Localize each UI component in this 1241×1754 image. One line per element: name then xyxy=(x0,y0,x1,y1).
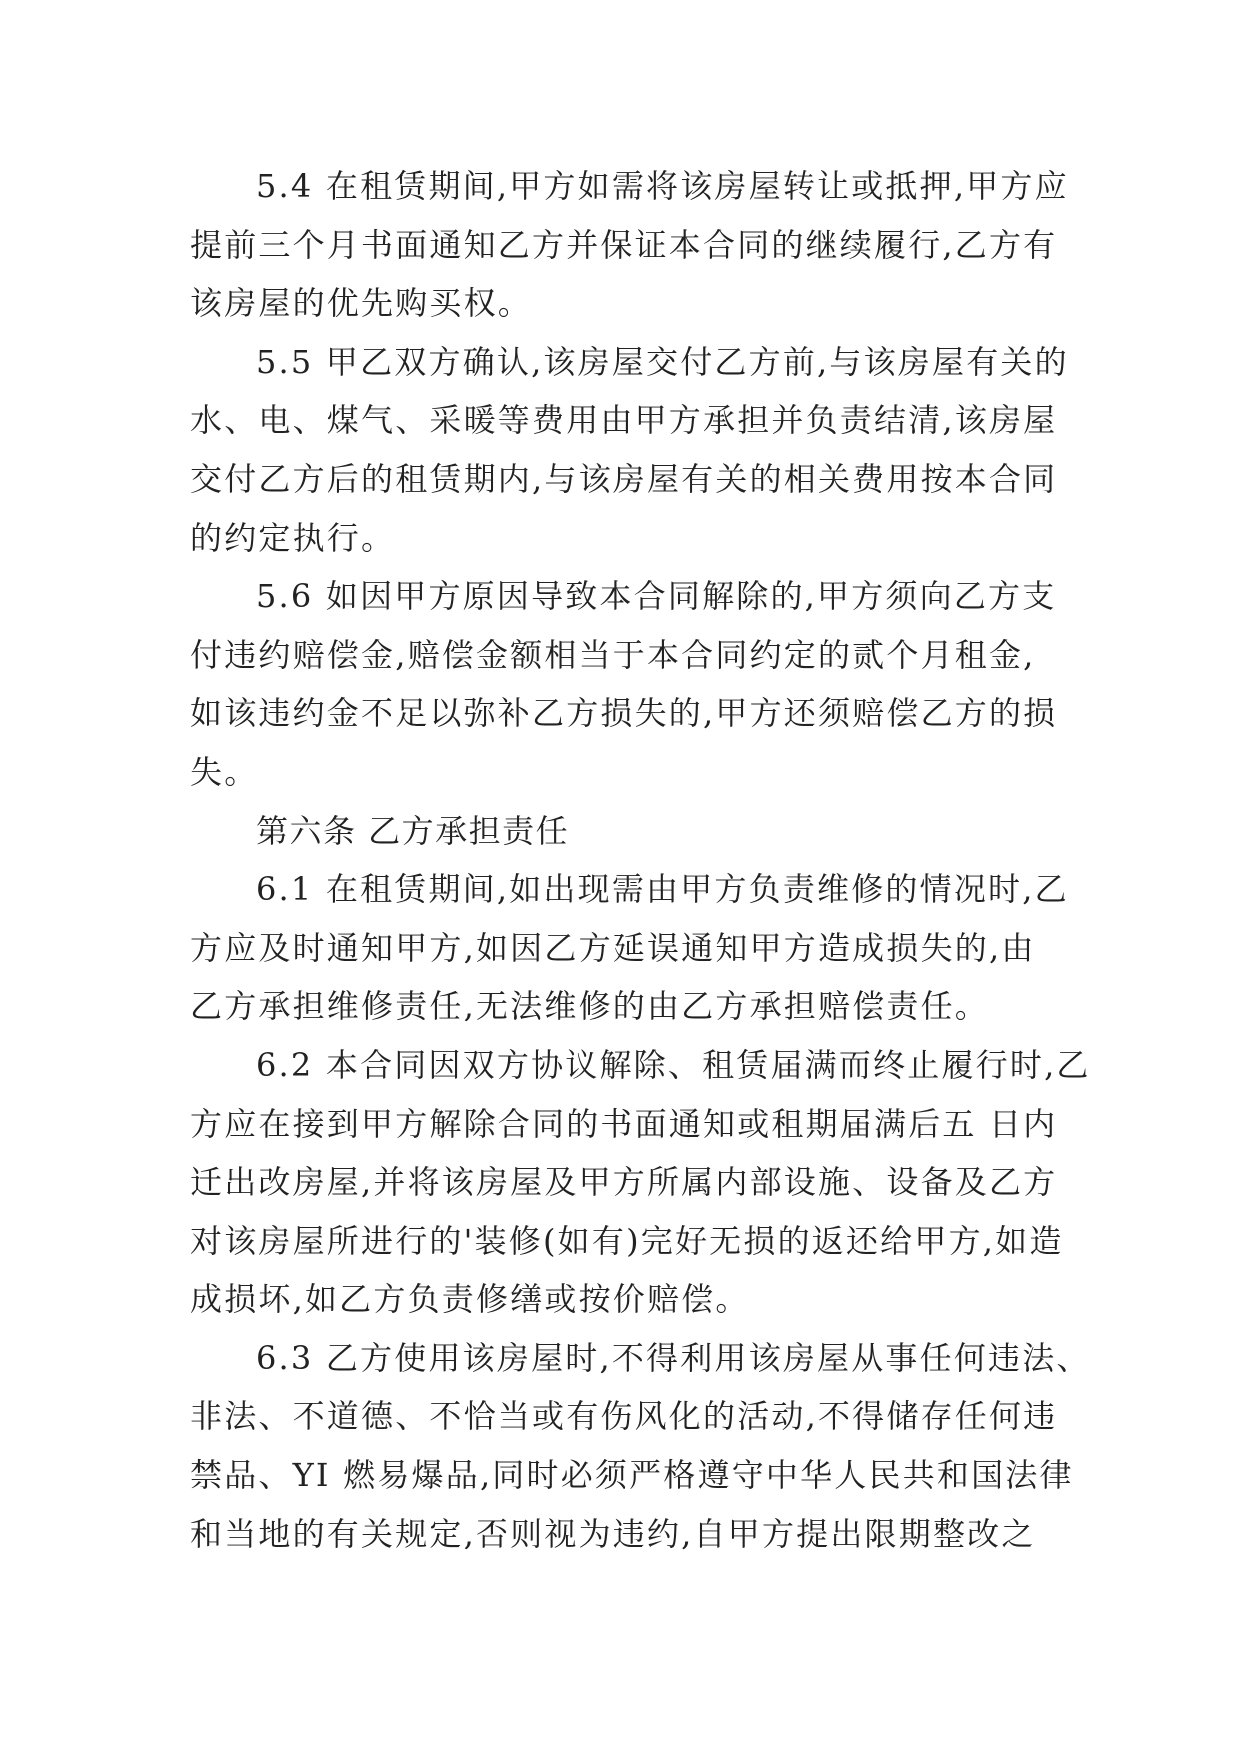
text-line: 的约定执行。 xyxy=(190,518,396,557)
text-line: 禁品、YI 燃易爆品,同时必须严格遵守中华人民共和国法律 xyxy=(190,1456,1074,1495)
text-line: 乙方承担维修责任,无法维修的由乙方承担赔偿责任。 xyxy=(190,987,989,1026)
text-line: 付违约赔偿金,赔偿金额相当于本合同约定的贰个月租金, xyxy=(190,635,1036,674)
text-line: 交付乙方后的租赁期内,与该房屋有关的相关费用按本合同 xyxy=(190,459,1058,498)
text-line: 非法、不道德、不恰当或有伤风化的活动,不得储存任何违 xyxy=(190,1397,1058,1436)
text-line: 5.5 甲乙双方确认,该房屋交付乙方前,与该房屋有关的 xyxy=(256,342,1069,381)
text-line: 方应及时通知甲方,如因乙方延误通知甲方造成损失的,由 xyxy=(190,928,1036,967)
text-line: 迁出改房屋,并将该房屋及甲方所属内部设施、设备及乙方 xyxy=(190,1163,1058,1202)
text-line: 提前三个月书面通知乙方并保证本合同的继续履行,乙方有 xyxy=(190,225,1058,264)
text-line: 失。 xyxy=(190,752,259,791)
text-line: 方应在接到甲方解除合同的书面通知或租期届满后五 日内 xyxy=(190,1104,1058,1143)
text-line: 6.1 在租赁期间,如出现需由甲方负责维修的情况时,乙 xyxy=(256,870,1069,909)
text-line: 6.2 本合同因双方协议解除、租赁届满而终止履行时,乙 xyxy=(256,1045,1091,1084)
text-line: 对该房屋所进行的'装修(如有)完好无损的返还给甲方,如造 xyxy=(190,1221,1064,1260)
text-line: 6.3 乙方使用该房屋时,不得利用该房屋从事任何违法、 xyxy=(256,1338,1091,1377)
text-line: 该房屋的优先购买权。 xyxy=(190,284,533,323)
text-line: 成损坏,如乙方负责修缮或按价赔偿。 xyxy=(190,1280,750,1319)
contract-text xyxy=(190,157,1091,1563)
text-line: 5.4 在租赁期间,甲方如需将该房屋转让或抵押,甲方应 xyxy=(256,167,1069,205)
text-line: 如该违约金不足以弥补乙方损失的,甲方还须赔偿乙方的损 xyxy=(190,694,1058,733)
text-line: 水、电、煤气、采暖等费用由甲方承担并负责结清,该房屋 xyxy=(190,401,1058,440)
text-line: 和当地的有关规定,否则视为违约,自甲方提出限期整改之 xyxy=(190,1514,1036,1553)
section-heading: 第六条 乙方承担责任 xyxy=(256,811,570,850)
text-line: 5.6 如因甲方原因导致本合同解除的,甲方须向乙方支 xyxy=(256,577,1057,616)
